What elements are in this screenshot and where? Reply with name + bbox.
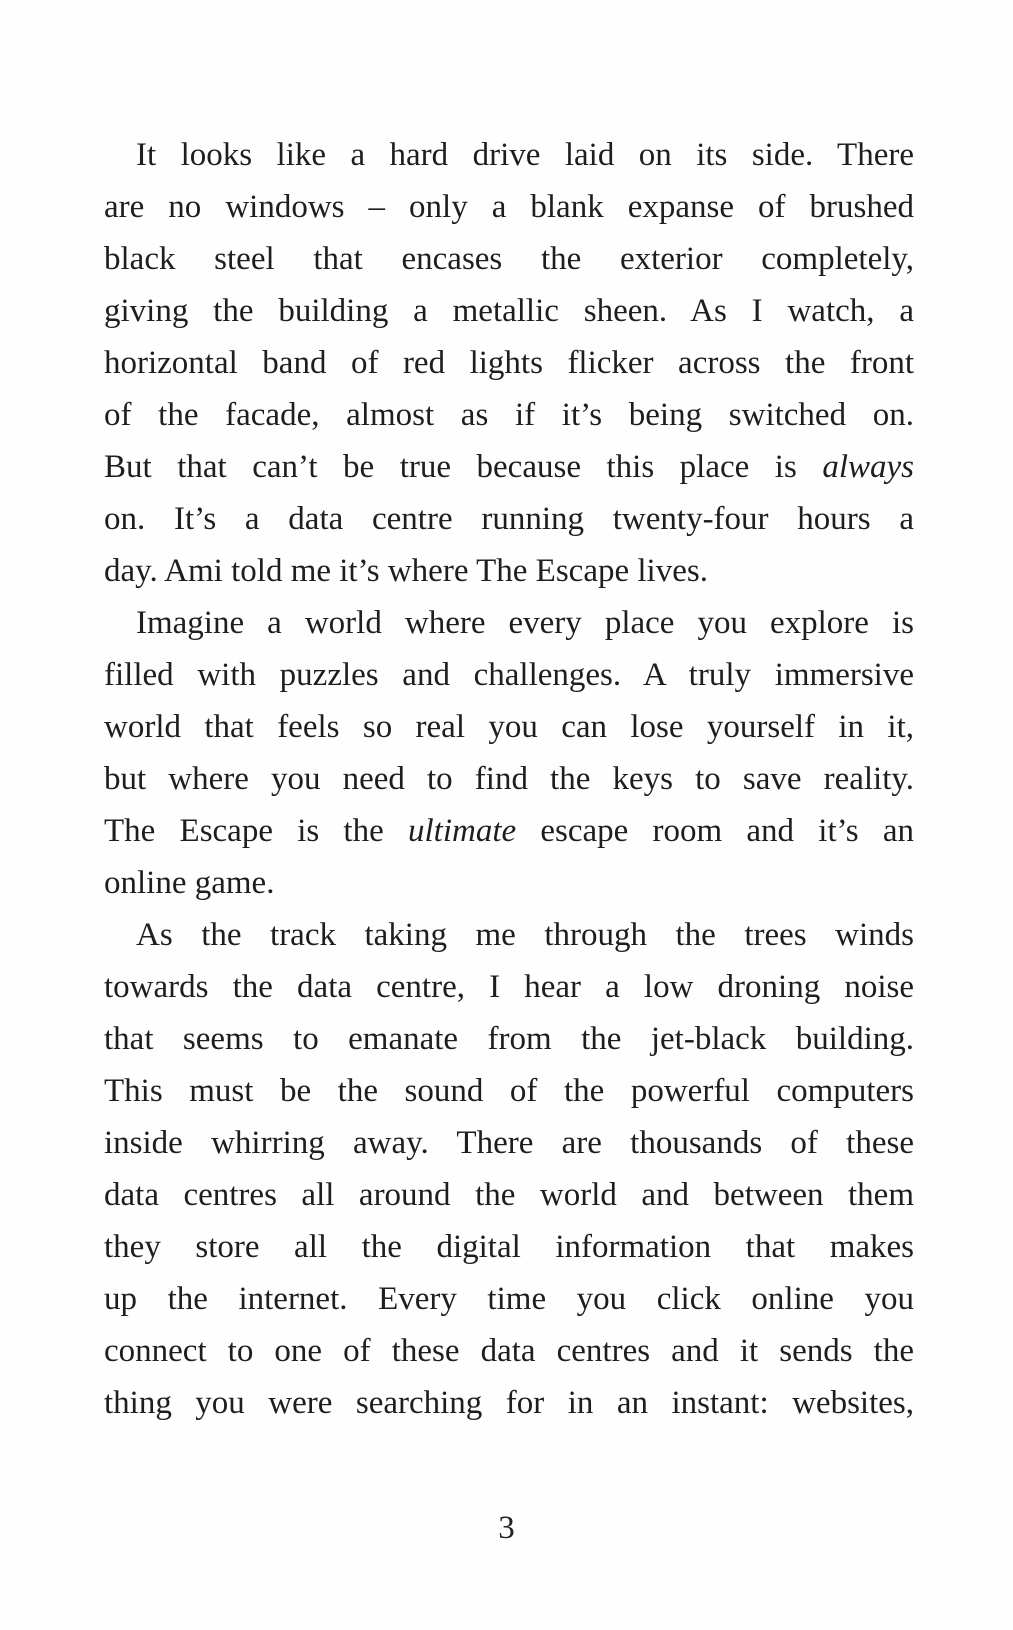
text-segment: data centres all around the world and between them xyxy=(104,1177,914,1213)
text-line xyxy=(104,181,914,233)
text-segment: they store all the digital information that makes xyxy=(104,1229,914,1265)
paragraph xyxy=(104,597,914,909)
text-line xyxy=(104,1377,914,1429)
text-line xyxy=(104,1169,914,1221)
text-line xyxy=(104,857,914,909)
text-line xyxy=(104,1221,914,1273)
text-segment: world that feels so real you can lose yourself in it, xyxy=(104,709,914,745)
text-segment: online game. xyxy=(104,865,275,901)
text-segment: connect to one of these data centres and it sends the xyxy=(104,1333,914,1369)
text-segment: on. It’s a data centre running twenty-four hours a xyxy=(104,501,914,537)
text-segment: day. Ami told me it’s where The Escape lives. xyxy=(104,553,708,589)
text-line xyxy=(104,493,914,545)
text-line xyxy=(104,805,914,857)
text-segment: giving the building a metallic sheen. As I watch, a xyxy=(104,293,914,329)
text-line xyxy=(104,285,914,337)
text-segment: The Escape is the xyxy=(104,813,408,849)
text-segment: But that can’t be true because this place is xyxy=(104,449,823,485)
text-segment: inside whirring away. There are thousands of these xyxy=(104,1125,914,1161)
text-segment: Imagine a world where every place you explore is xyxy=(136,605,914,641)
italic-text-segment: ultimate xyxy=(407,813,517,849)
text-line xyxy=(104,389,914,441)
text-segment: up the internet. Every time you click online you xyxy=(104,1281,914,1317)
italic-text-segment: always xyxy=(822,449,914,485)
text-segment: filled with puzzles and challenges. A truly immersive xyxy=(104,657,914,693)
paragraph xyxy=(104,129,914,597)
text-line xyxy=(104,1065,914,1117)
text-line xyxy=(104,1013,914,1065)
text-segment: that seems to emanate from the jet-black building. xyxy=(104,1021,914,1057)
text-segment: It looks like a hard drive laid on its side. There xyxy=(136,137,914,173)
text-line xyxy=(104,129,914,181)
text-line xyxy=(104,649,914,701)
text-line xyxy=(104,961,914,1013)
text-line xyxy=(104,753,914,805)
text-line xyxy=(104,441,914,493)
text-segment: horizontal band of red lights flicker across the front xyxy=(104,345,914,381)
text-segment: As the track taking me through the trees winds xyxy=(136,917,914,953)
text-line xyxy=(104,233,914,285)
text-segment: of the facade, almost as if it’s being switched on. xyxy=(104,397,914,433)
text-segment: escape room and it’s an xyxy=(516,813,914,849)
text-line xyxy=(104,1117,914,1169)
text-line xyxy=(104,597,914,649)
text-segment: but where you need to find the keys to save reality. xyxy=(104,761,914,797)
text-segment: towards the data centre, I hear a low droning noise xyxy=(104,969,914,1005)
text-line xyxy=(104,909,914,961)
text-block xyxy=(104,129,914,1429)
text-line xyxy=(104,1325,914,1377)
text-line xyxy=(104,337,914,389)
text-segment: This must be the sound of the powerful computers xyxy=(104,1073,914,1109)
paragraph xyxy=(104,909,914,1429)
text-line xyxy=(104,701,914,753)
text-segment: black steel that encases the exterior completely, xyxy=(104,241,914,277)
text-segment: are no windows – only a blank expanse of brushed xyxy=(104,189,914,225)
text-segment: thing you were searching for in an instant: websites, xyxy=(104,1385,914,1421)
text-line xyxy=(104,545,914,597)
page-number: 3 xyxy=(498,1510,515,1546)
text-line xyxy=(104,1273,914,1325)
